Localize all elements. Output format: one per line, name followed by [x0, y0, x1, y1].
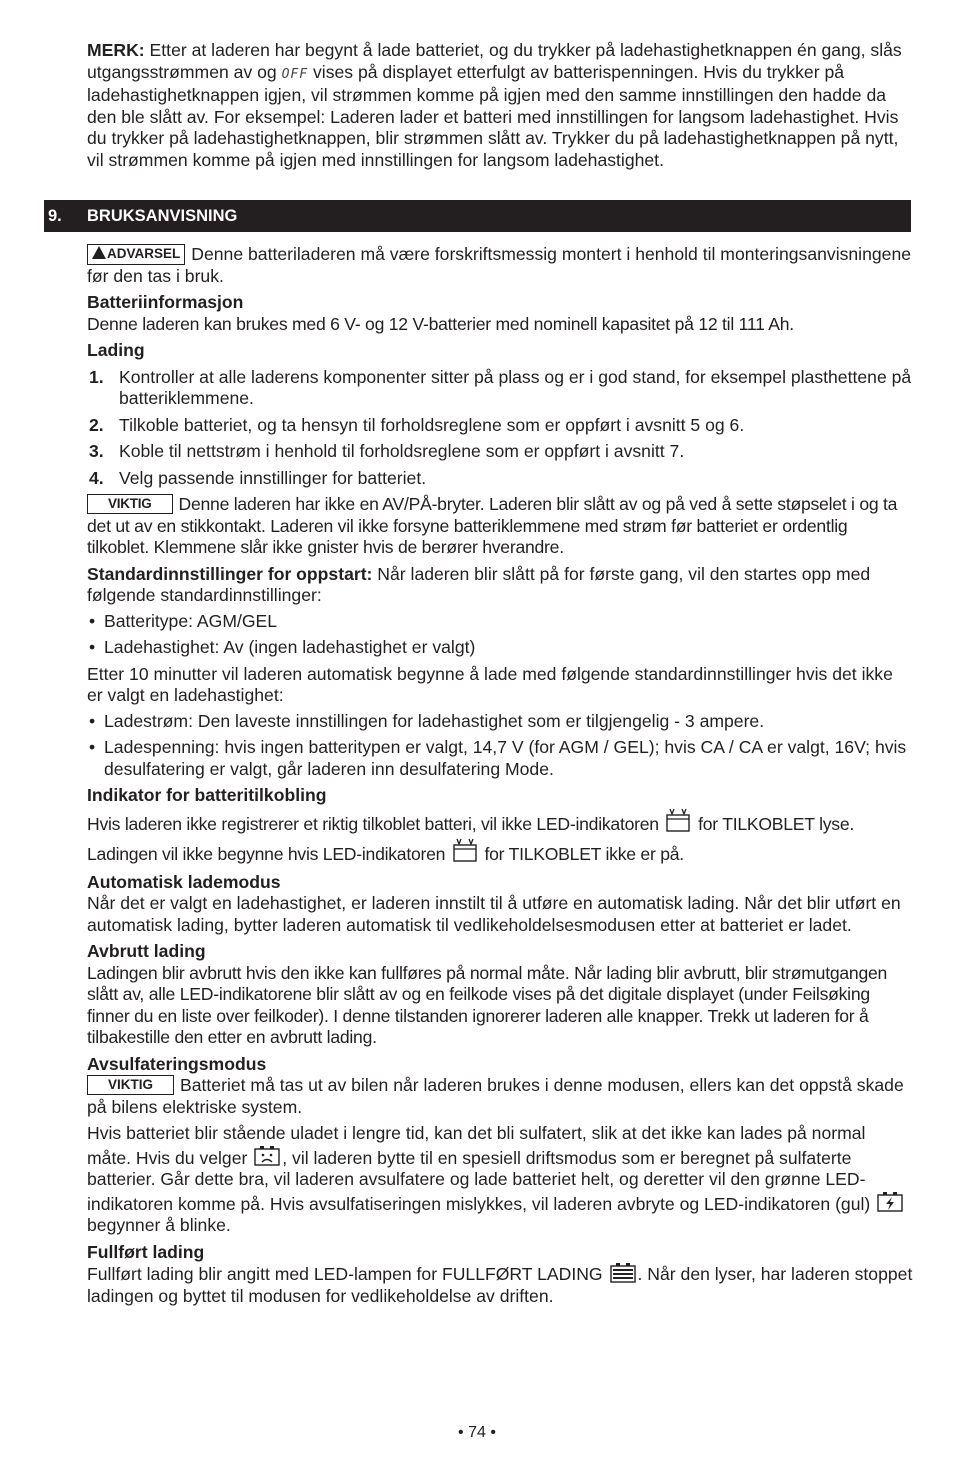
section-body — [87, 244, 913, 1307]
warning-badge: ADVARSEL — [87, 244, 185, 265]
auto-mode-text: Når det er valgt en ladehastighet, er laderen innstilt til å utføre en automatisk lading. Når det blir utført en automatisk lading, bytter laderen automatisk til vedlikeholdelsesmodusen etter at batteriet er ladet. — [87, 893, 901, 935]
warning-triangle-icon — [92, 246, 106, 259]
list-item: 2. Tilkoble batteriet, og ta hensyn til forholdsreglene som er oppført i avsnitt 5 og 6. — [89, 414, 745, 435]
important-badge: VIKTIG — [87, 494, 173, 514]
desulfation-text: Hvis batteriet blir stående uladet i lengre tid, kan det bli sulfatert, slik at det ikke kan lades på normal måte. Hvis du velger , vil laderen bytte til en spesiell driftsmodus som er beregnet på sulfaterte batterier. Går dette bra, vil laderen avsulfatere og lade batteriet helt, og deretter vil den grønne LED-indikatoren komme på. Hvis avsulfatiseringen mislykkes, vil laderen avbryte og LED-indikatoren (gul) begynner å blinke. — [87, 1123, 913, 1237]
important-badge: VIKTIG — [87, 1075, 174, 1095]
connection-heading: Indikator for batteritilkobling — [87, 785, 327, 805]
defaults-paragraph: Standardinnstillinger for oppstart: Når laderen blir slått på for første gang, vil den startes opp med følgende standardinnstillinger: — [87, 563, 871, 605]
after10-paragraph: Etter 10 minutter vil laderen automatisk begynne å lade med følgende standardinnstillinger hvis det ikke er valgt en ladehastighet: — [87, 663, 893, 705]
list-item: 1. Kontroller at alle laderens komponenter sitter på plass og er i god stand, for eksempel plasthettene på batteriklemmene. — [89, 366, 912, 408]
warning-paragraph: ADVARSEL Denne batteriladeren må være forskriftsmessig montert i henhold til monteringsanvisningene før den tas i bruk. — [87, 244, 912, 286]
section-title: BRUKSANVISNING — [87, 207, 238, 225]
battery-full-icon — [610, 1263, 636, 1283]
list-item: • Ladespenning: hvis ingen batteritypen er valgt, 14,7 V (for AGM / GEL); hvis CA / CA er valgt, 16V; hvis desulfatering er valgt, går laderen inn desulfatering Mode. — [87, 737, 913, 780]
page-number: • 74 • — [458, 1424, 496, 1441]
auto-mode-heading: Automatisk lademodus — [87, 871, 281, 892]
connection-text: Hvis laderen ikke registrerer et riktig tilkoblet batteri, vil ikke LED-indikatoren for TILKOBLET lyse. Ladingen vil ikke begynne hvis LED-indikatoren for TILKOBLET ikke er på. — [87, 807, 913, 867]
battery-connected-icon — [452, 837, 478, 863]
battery-connected-icon — [665, 807, 691, 833]
list-item: • Ladehastighet: Av (ingen ladehastighet er valgt) — [87, 637, 913, 659]
aborted-text: Ladingen blir avbrutt hvis den ikke kan fullføres på normal måte. Når lading blir avbrutt, blir strømutgangen slått av, alle LED-indikatorene blir slått av og en feilkode vises på det digitale displayet (under Feilsøking finner du en liste over feilkoder). I denne tilstanden ignorerer laderen alle knapper. Trekk ut laderen for å tilbakestille den etter en avbrutt lading. — [87, 962, 888, 1047]
note-label: MERK: — [87, 40, 145, 60]
battery-info-text: Denne laderen kan brukes med 6 V- og 12 V-batterier med nominell kapasitet på 12 til 111 Ah. — [87, 313, 794, 334]
section-number: 9. — [48, 207, 62, 225]
aborted-heading: Avbrutt lading — [87, 941, 206, 961]
note-paragraph: MERK: Etter at laderen har begynt å lade batteriet, og du trykker på ladehastighetknappen én gang, slås utgangsstrømmen av og OFF vises på displayet etterfulgt av batterispenningen. Hvis du trykker på ladehastighetknappen igjen, vil strømmen komme på igjen med den samme innstillingen den hadde da den ble slått av. For eksempel: Laderen lader et batteri med innstillingen for langsom ladehastighet. Hvis du trykker på ladehastighetknappen, blir strømmen slått av. Trykker du på ladehastighetknappen på nytt, vil strømmen komme på igjen med innstillingen for langsom ladehastighet. — [87, 40, 902, 170]
list-item: 3. Koble til nettstrøm i henhold til forholdsreglene som er oppført i avsnitt 7. — [89, 441, 685, 461]
list-item: 4. Velg passende innstillinger for batteriet. — [89, 467, 427, 488]
charging-heading: Lading — [87, 340, 145, 360]
battery-charging-icon — [877, 1191, 903, 1213]
sad-battery-icon — [254, 1145, 280, 1167]
defaults-list — [87, 611, 913, 659]
list-item: • Batteritype: AGM/GEL — [87, 611, 913, 633]
list-item: • Ladestrøm: Den laveste innstillingen for ladehastighet som er tilgjengelig - 3 ampere. — [87, 711, 913, 733]
section-header — [44, 200, 911, 232]
important-paragraph-1: VIKTIG Denne laderen har ikke en AV/PÅ-bryter. Laderen blir slått av og på ved å sette støpselet i og ta det ut av en stikkontakt. Laderen vil ikke forsyne batteriklemmene med strøm før batteriet er ordentlig tilkoblet. Klemmene slår ikke gnister hvis de berører hverandre. — [87, 494, 898, 557]
complete-text: Fullført lading blir angitt med LED-lampen for FULLFØRT LADING . Når den lyser, har laderen stoppet ladingen og byttet til modusen for vedlikeholdelse av driften. — [87, 1264, 913, 1306]
after10-list — [87, 711, 913, 781]
complete-heading: Fullført lading — [87, 1241, 205, 1262]
important-paragraph-2: VIKTIG Batteriet må tas ut av bilen når laderen brukes i denne modusen, ellers kan det oppstå skade på bilens elektriske system. — [87, 1075, 904, 1117]
note-block — [87, 40, 913, 180]
desulfation-heading: Avsulfateringsmodus — [87, 1053, 267, 1074]
lcd-off-text: OFF — [281, 66, 309, 82]
charging-steps — [87, 367, 913, 490]
battery-info-heading: Batteriinformasjon — [87, 292, 244, 312]
